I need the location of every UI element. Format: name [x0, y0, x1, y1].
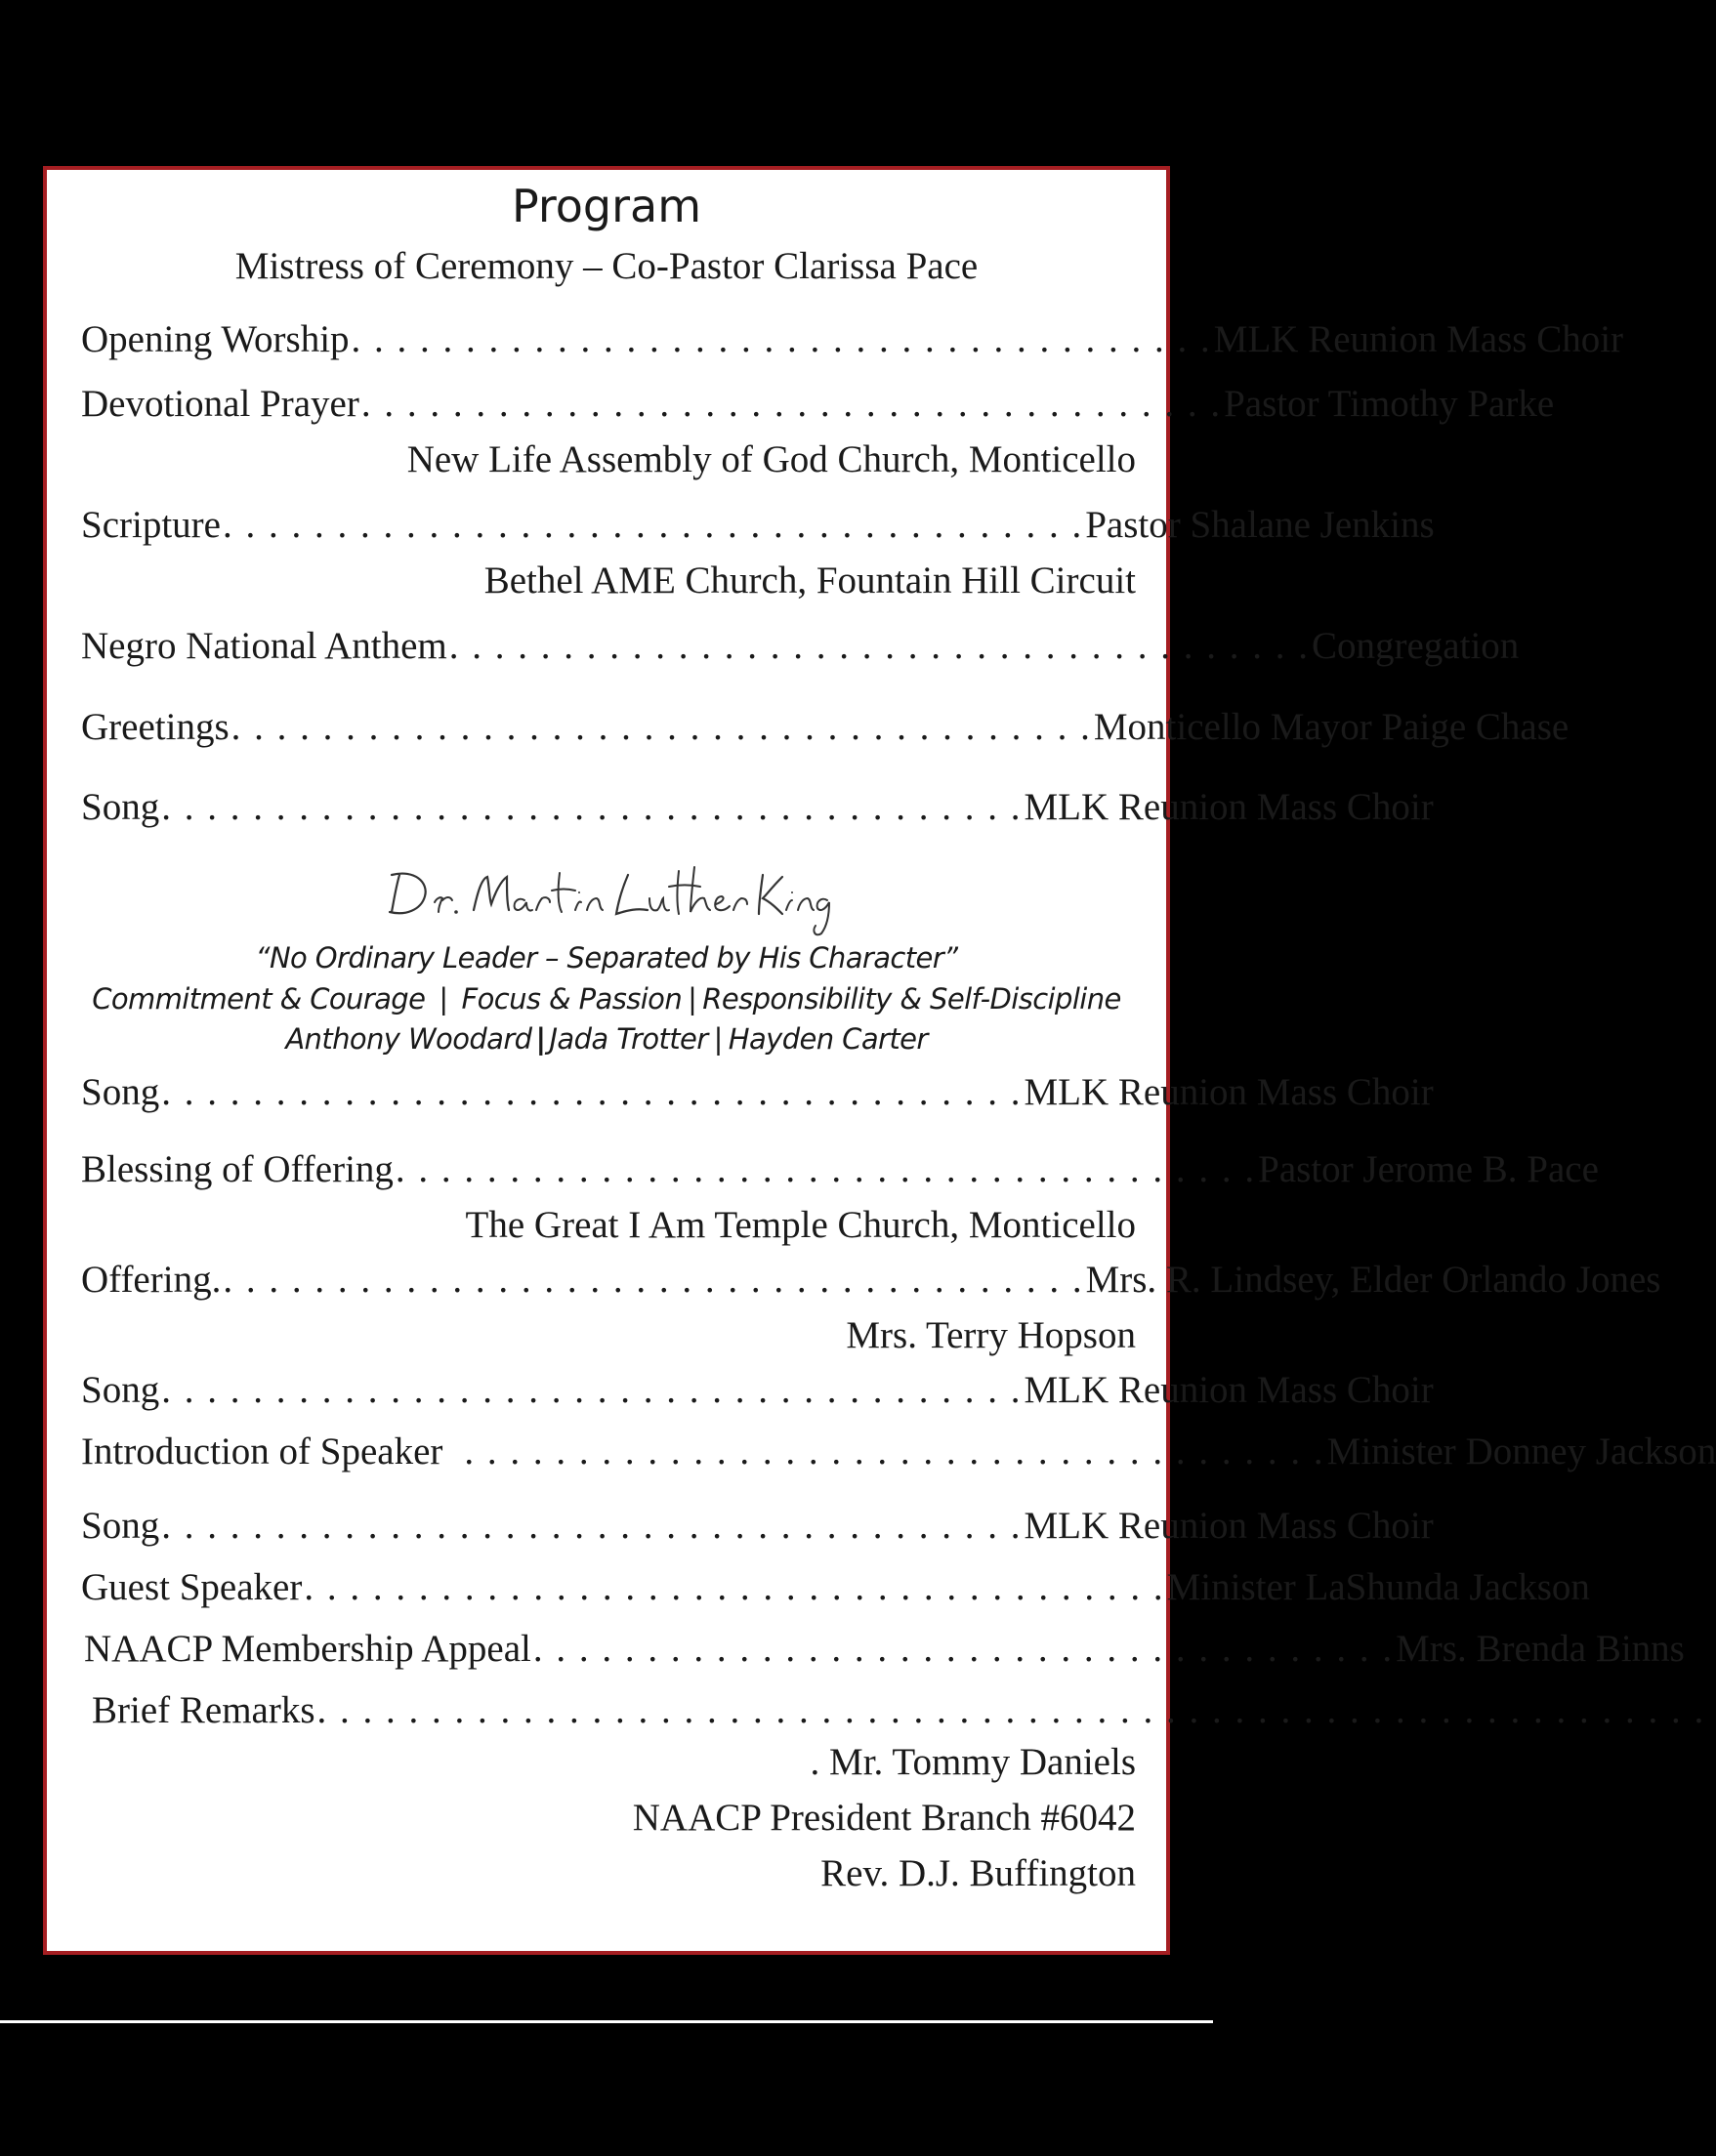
item-label: Song	[81, 786, 160, 828]
program-card	[43, 166, 1716, 1955]
program-item-song	[81, 784, 1434, 831]
speaker-name: Hayden Carter	[728, 1022, 928, 1056]
dot-leader: . . . . . . . . . . . . . . . . . . . . . . . . . . . . . . . . . . . . . .	[395, 1148, 1257, 1190]
item-value: MLK Reunion Mass Choir	[1024, 1369, 1434, 1411]
bottom-divider	[0, 2020, 1213, 2023]
dot-leader: . . . . . . . . . . . . . . . . . . . . . . . . . . . . . . . . . . . . . .	[360, 383, 1223, 425]
item-value: Mrs. R. Lindsey, Elder Orlando Jones	[1085, 1259, 1661, 1301]
program-item-scripture	[81, 502, 1435, 549]
item-value: MLK Reunion Mass Choir	[1213, 318, 1624, 360]
program-item-blessing-of-offering	[81, 1146, 1599, 1193]
speaker-name: Jada Trotter	[549, 1022, 708, 1056]
item-subtext: . Mr. Tommy Daniels	[810, 1741, 1136, 1783]
program-item-opening-worship	[81, 316, 1624, 363]
dot-leader: . . . . . . . . . . . . . . . . . . . . . . . . . . . . . . . . . . . . . .	[222, 504, 1084, 546]
theme-item: Focus & Passion	[461, 982, 683, 1016]
mistress-of-ceremony: Mistress of Ceremony – Co-Pastor Clarissa Pace	[234, 245, 979, 287]
program-item-naacp-appeal	[84, 1626, 1685, 1673]
item-value: Mrs. Brenda Binns	[1396, 1628, 1685, 1670]
dot-leader: . . . . . . . . . . . . . . . . . . . . . . . . . . . . . . . . . . . . . .	[464, 1430, 1325, 1472]
item-label: Opening Worship	[81, 318, 350, 360]
item-subtext: NAACP President Branch #6042	[632, 1797, 1136, 1839]
mlk-speakers	[47, 1022, 1166, 1056]
dot-leader: . . . . . . . . . . . . . . . . . . . . . . . . . . . . . . . . . . . . . .	[448, 625, 1310, 667]
dot-leader: . . . . . . . . . . . . . . . . . . . . . . . . . . . . . . . . . . . . . .	[161, 1369, 1023, 1411]
item-label: Blessing of Offering	[81, 1148, 394, 1190]
mlk-quote: “No Ordinary Leader – Separated by His Character”	[255, 941, 958, 974]
item-label: Introduction of Speaker	[81, 1430, 443, 1472]
mlk-script-title-text	[47, 170, 48, 171]
dot-leader: . . . . . . . . . . . . . . . . . . . . . . . . . . . . . . . . . . . . . .	[161, 1071, 1023, 1113]
item-label: Devotional Prayer	[81, 383, 359, 425]
program-item-guest-speaker	[81, 1564, 1590, 1611]
item-value: Pastor Shalane Jenkins	[1085, 504, 1435, 546]
dot-leader: . . . . . . . . . . . . . . . . . . . . . . . . . . . . . . . . . . . . . .	[351, 318, 1212, 360]
program-item-song	[81, 1503, 1434, 1550]
program-item-offering	[81, 1257, 1661, 1304]
item-label: Brief Remarks	[92, 1689, 315, 1731]
item-value: MLK Reunion Mass Choir	[1024, 1071, 1434, 1113]
dot-leader: . . . . . . . . . . . . . . . . . . . . . . . . . . . . . . . . . . . . . .	[161, 1505, 1023, 1547]
dot-leader: . . . . . . . . . . . . . . . . . . . . . . . . . . . . . . . . . . . . . .	[230, 706, 1092, 748]
item-value: MLK Reunion Mass Choir	[1024, 786, 1434, 828]
item-label: Song	[81, 1369, 160, 1411]
item-subtext: The Great I Am Temple Church, Monticello	[465, 1204, 1136, 1246]
item-value: MLK Reunion Mass Choir	[1024, 1505, 1434, 1547]
item-subtext: Bethel AME Church, Fountain Hill Circuit	[483, 560, 1136, 601]
item-value: Pastor Jerome B. Pace	[1258, 1148, 1599, 1190]
item-label: Greetings	[81, 706, 230, 748]
dot-leader: . . . . . . . . . . . . . . . . . . . . . . . . . . . . . . . . . . . . . .	[532, 1628, 1395, 1670]
program-item-song	[81, 1367, 1434, 1414]
program-item-national-anthem	[81, 623, 1520, 670]
dot-leader: . . . . . . . . . . . . . . . . . . . . . . . . . . . . . . . . . . . . . .	[304, 1566, 1165, 1608]
mlk-script-title	[47, 853, 1166, 946]
program-item-song	[81, 1069, 1434, 1116]
speaker-name: Anthony Woodard	[285, 1022, 532, 1056]
item-label: NAACP Membership Appeal	[84, 1628, 531, 1670]
item-subtext: Rev. D.J. Buffington	[820, 1852, 1136, 1894]
dot-leader: . . . . . . . . . . . . . . . . . . . . . . . . . . . . . . . . . . . . . .	[161, 786, 1023, 828]
theme-item: Responsibility & Self-Discipline	[702, 982, 1121, 1016]
item-subtext: Mrs. Terry Hopson	[846, 1314, 1136, 1356]
item-subtext: New Life Assembly of God Church, Monticello	[406, 438, 1136, 480]
item-value: Congregation	[1312, 625, 1520, 667]
item-value: Minister Donney Jackson	[1326, 1430, 1716, 1472]
separator: |	[688, 982, 697, 1016]
item-label: Scripture	[81, 504, 221, 546]
item-label: Offering.	[81, 1259, 222, 1301]
item-value: Pastor Timothy Parke	[1224, 383, 1555, 425]
separator: |	[439, 982, 448, 1016]
page-title: Program	[511, 180, 702, 232]
item-value: Monticello Mayor Paige Chase	[1093, 706, 1570, 748]
mlk-signature-art	[372, 853, 841, 941]
item-label: Song	[81, 1071, 160, 1113]
program-item-introduction-of-speaker	[81, 1429, 1716, 1475]
separator: |	[535, 1022, 546, 1056]
program-item-greetings	[81, 704, 1570, 751]
program-item-devotional-prayer	[81, 381, 1555, 428]
dot-leader: . . . . . . . . . . . . . . . . . . . . . . . . . . . . . . . . . . . . . .	[223, 1259, 1084, 1301]
dot-leader: . . . . . . . . . . . . . . . . . . . . . . . . . . . . . . . . . . . . . . . . . . . . . . . . . . . . . . . . . . . . .	[316, 1689, 1706, 1731]
separator: |	[713, 1022, 723, 1056]
program-item-brief-remarks	[92, 1687, 1706, 1734]
item-label: Guest Speaker	[81, 1566, 303, 1608]
theme-item: Commitment & Courage	[92, 982, 426, 1016]
mlk-themes	[47, 982, 1166, 1016]
item-value: Minister LaShunda Jackson	[1166, 1566, 1590, 1608]
item-label: Song	[81, 1505, 160, 1547]
item-label: Negro National Anthem	[81, 625, 447, 667]
